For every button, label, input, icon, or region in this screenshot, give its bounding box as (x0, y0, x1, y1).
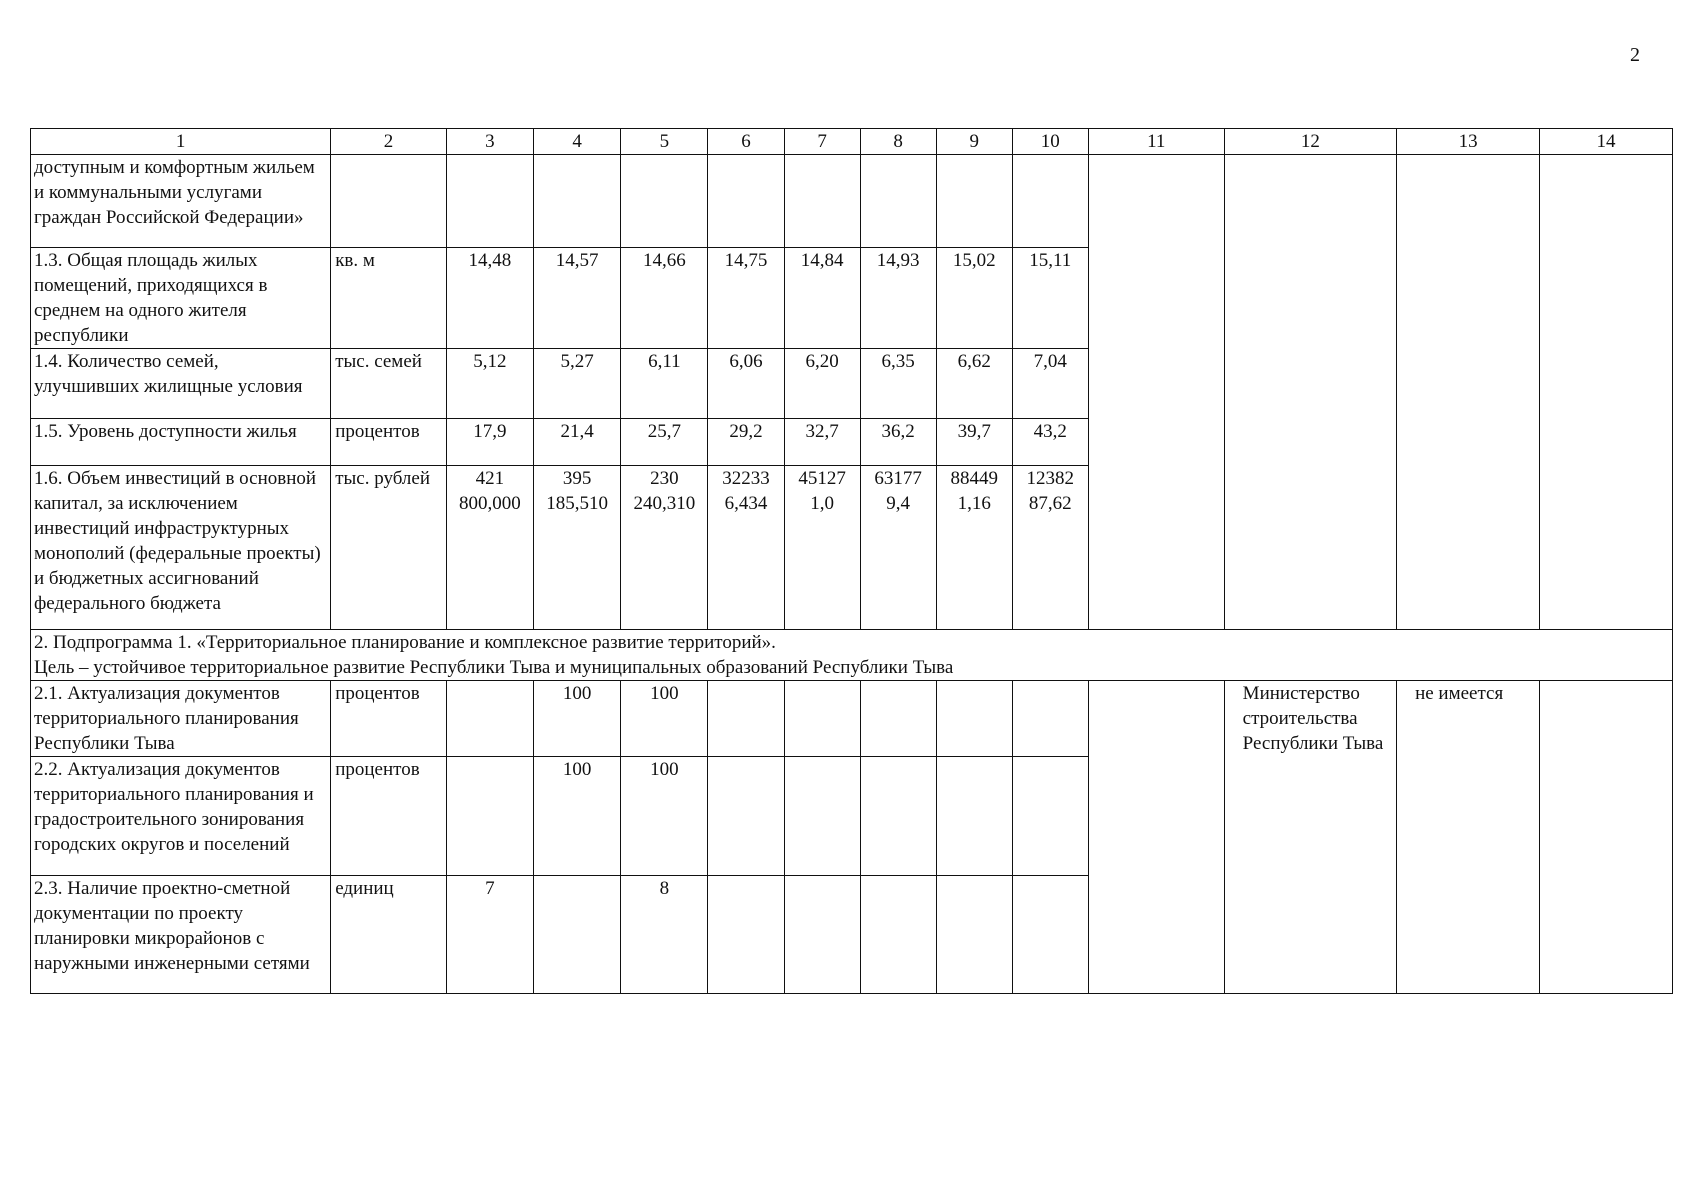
value-line: 32233 (722, 468, 770, 489)
year-value (936, 248, 1012, 349)
year-value (621, 419, 708, 466)
year-value (860, 466, 936, 630)
year-value (621, 155, 708, 248)
empty-cell (1088, 681, 1224, 994)
column-header: 10 (1012, 129, 1088, 155)
value-line: 100 (562, 683, 592, 704)
year-value (784, 155, 860, 248)
value-line: 21,4 (560, 421, 594, 442)
year-value (534, 466, 621, 630)
indicator-name: 1.4. Количество семей, улучшивших жилищные условия (31, 349, 331, 419)
table-row (31, 681, 1673, 757)
column-header: 9 (936, 129, 1012, 155)
value-line: 14,57 (555, 250, 599, 271)
indicator-unit: процентов (331, 681, 447, 757)
year-value (446, 248, 533, 349)
year-value (621, 757, 708, 876)
column-header: 2 (331, 129, 447, 155)
year-value (1012, 155, 1088, 248)
year-value (708, 155, 784, 248)
year-value (784, 876, 860, 994)
column-header: 12 (1224, 129, 1396, 155)
value-line: 6,06 (729, 351, 763, 372)
table-row (31, 155, 1673, 248)
value-line: 5,27 (560, 351, 594, 372)
year-value (860, 876, 936, 994)
year-value (446, 349, 533, 419)
value-line: 7,04 (1033, 351, 1067, 372)
year-value (708, 466, 784, 630)
year-value (860, 349, 936, 419)
value-line: 14,93 (876, 250, 920, 271)
year-value (708, 681, 784, 757)
section-line: Цель – устойчивое территориальное развитие Республики Тыва и муниципальных образований Республики Тыва (34, 657, 954, 678)
year-value (784, 248, 860, 349)
indicator-unit: процентов (331, 419, 447, 466)
year-value (708, 757, 784, 876)
column-header: 6 (708, 129, 784, 155)
value-line: 36,2 (881, 421, 915, 442)
value-line: 800,000 (459, 493, 521, 514)
year-value (936, 876, 1012, 994)
column-header: 11 (1088, 129, 1224, 155)
value-line: 14,75 (724, 250, 768, 271)
indicator-unit: кв. м (331, 248, 447, 349)
value-line: 8 (659, 878, 670, 899)
section-row (31, 630, 1673, 681)
column-header: 3 (446, 129, 533, 155)
year-value (621, 349, 708, 419)
value-line: 14,66 (642, 250, 686, 271)
column-header: 5 (621, 129, 708, 155)
value-line: 100 (562, 759, 592, 780)
value-line: 6,20 (805, 351, 839, 372)
value-line: 230 (650, 468, 679, 489)
year-value (621, 466, 708, 630)
value-line: 14,84 (800, 250, 844, 271)
column-header: 1 (31, 129, 331, 155)
value-line: 1,0 (810, 493, 834, 514)
indicator-name: доступным и комфортным жильем и коммунальными услугами граждан Российской Федерации» (31, 155, 331, 248)
year-value (860, 155, 936, 248)
year-value (534, 349, 621, 419)
value-line: 88449 (950, 468, 998, 489)
year-value (860, 757, 936, 876)
year-value (446, 419, 533, 466)
indicator-name: 2.3. Наличие проектно-сметной документации по проекту планировки микрорайонов с наружными инженерными сетями (31, 876, 331, 994)
value-line: 29,2 (729, 421, 763, 442)
year-value (446, 681, 533, 757)
empty-cell (1540, 155, 1673, 630)
year-value (1012, 876, 1088, 994)
value-line: 5,12 (473, 351, 507, 372)
value-line: 15,11 (1029, 250, 1072, 271)
indicator-unit: тыс. семей (331, 349, 447, 419)
year-value (621, 248, 708, 349)
value-line: 395 (562, 468, 592, 489)
year-value (936, 155, 1012, 248)
year-value (1012, 757, 1088, 876)
year-value (936, 757, 1012, 876)
year-value (708, 419, 784, 466)
value-line: 63177 (874, 468, 922, 489)
year-value (860, 248, 936, 349)
empty-cell (1540, 681, 1673, 994)
value-line: 6,11 (648, 351, 681, 372)
year-value (860, 419, 936, 466)
indicator-name: 1.5. Уровень доступности жилья (31, 419, 331, 466)
value-line: 6,62 (957, 351, 991, 372)
year-value (708, 349, 784, 419)
value-line: 15,02 (952, 250, 996, 271)
year-value (1012, 349, 1088, 419)
page-number: 2 (1630, 44, 1640, 66)
value-line: 12382 (1026, 468, 1074, 489)
note-cell: не имеется (1397, 681, 1540, 994)
year-value (784, 757, 860, 876)
year-value (446, 757, 533, 876)
empty-cell (1397, 155, 1540, 630)
column-header: 7 (784, 129, 860, 155)
value-line: 45127 (798, 468, 846, 489)
value-line: 100 (650, 759, 679, 780)
indicator-unit: процентов (331, 757, 447, 876)
indicator-name: 2.1. Актуализация документов территориального планирования Республики Тыва (31, 681, 331, 757)
value-line: 240,310 (633, 493, 696, 514)
empty-cell (1088, 155, 1224, 630)
indicator-unit: тыс. рублей (331, 466, 447, 630)
year-value (936, 681, 1012, 757)
indicator-name: 2.2. Актуализация документов территориального планирования и градостроительного зонирования городских округов и поселений (31, 757, 331, 876)
year-value (860, 681, 936, 757)
section-line: 2. Подпрограмма 1. «Территориальное планирование и комплексное развитие территорий». (34, 632, 776, 653)
indicator-name: 1.3. Общая площадь жилых помещений, приходящихся в среднем на одного жителя республики (31, 248, 331, 349)
year-value (534, 681, 621, 757)
value-line: 7 (485, 878, 495, 899)
value-line: 25,7 (647, 421, 681, 442)
value-line: 17,9 (473, 421, 507, 442)
year-value (1012, 419, 1088, 466)
year-value (784, 466, 860, 630)
year-value (936, 466, 1012, 630)
column-header: 14 (1540, 129, 1673, 155)
year-value (534, 248, 621, 349)
indicator-unit: единиц (331, 876, 447, 994)
column-header: 8 (860, 129, 936, 155)
year-value (1012, 248, 1088, 349)
value-line: 14,48 (468, 250, 512, 271)
year-value (446, 155, 533, 248)
year-value (534, 876, 621, 994)
year-value (1012, 466, 1088, 630)
value-line: 100 (650, 683, 679, 704)
value-line: 1,16 (957, 493, 991, 514)
year-value (708, 876, 784, 994)
year-value (534, 757, 621, 876)
value-line: 6,35 (881, 351, 915, 372)
value-line: 39,7 (957, 421, 991, 442)
value-line: 43,2 (1033, 421, 1067, 442)
indicators-table (30, 128, 1673, 994)
year-value (534, 155, 621, 248)
header-row (31, 129, 1673, 155)
year-value (936, 419, 1012, 466)
value-line: 6,434 (724, 493, 768, 514)
year-value (446, 466, 533, 630)
year-value (784, 349, 860, 419)
value-line: 9,4 (886, 493, 910, 514)
year-value (784, 681, 860, 757)
year-value (708, 248, 784, 349)
year-value (784, 419, 860, 466)
year-value (1012, 681, 1088, 757)
value-line: 32,7 (805, 421, 839, 442)
value-line: 185,510 (546, 493, 609, 514)
year-value (936, 349, 1012, 419)
column-header: 13 (1397, 129, 1540, 155)
indicator-unit (331, 155, 447, 248)
section-title (31, 630, 1673, 681)
empty-cell (1224, 155, 1396, 630)
year-value (621, 681, 708, 757)
column-header: 4 (534, 129, 621, 155)
responsible-executor: Министерство строительства Республики Тыва (1224, 681, 1396, 994)
value-line: 87,62 (1028, 493, 1072, 514)
indicator-name: 1.6. Объем инвестиций в основной капитал, за исключением инвестиций инфраструктурных монополий (федеральные проекты) и бюджетных ассигнований федерального бюджета (31, 466, 331, 630)
year-value (621, 876, 708, 994)
year-value (534, 419, 621, 466)
value-line: 421 (475, 468, 505, 489)
year-value (446, 876, 533, 994)
